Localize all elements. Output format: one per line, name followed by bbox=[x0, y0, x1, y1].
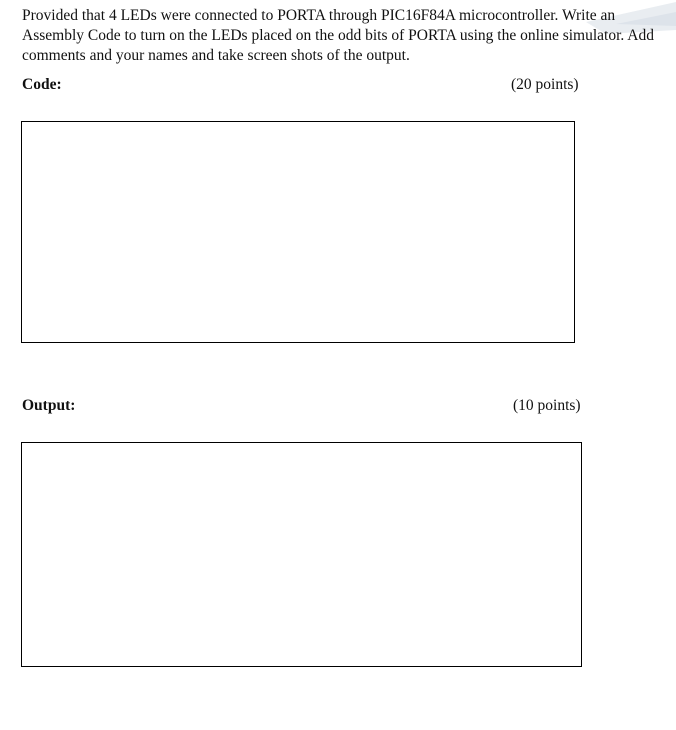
code-label: Code: bbox=[22, 76, 62, 93]
output-answer-box[interactable] bbox=[21, 442, 582, 667]
code-answer-box[interactable] bbox=[21, 121, 575, 343]
code-points: (20 points) bbox=[511, 76, 579, 93]
question-text: Provided that 4 LEDs were connected to PORTA through PIC16F84A microcontroller. Write an Assembly Code to turn on the LEDs placed on the odd bits of PORTA using the online simulator. Add comments and your names and take screen shots of the output. bbox=[22, 7, 654, 64]
output-label: Output: bbox=[22, 397, 76, 414]
output-points: (10 points) bbox=[513, 397, 581, 414]
